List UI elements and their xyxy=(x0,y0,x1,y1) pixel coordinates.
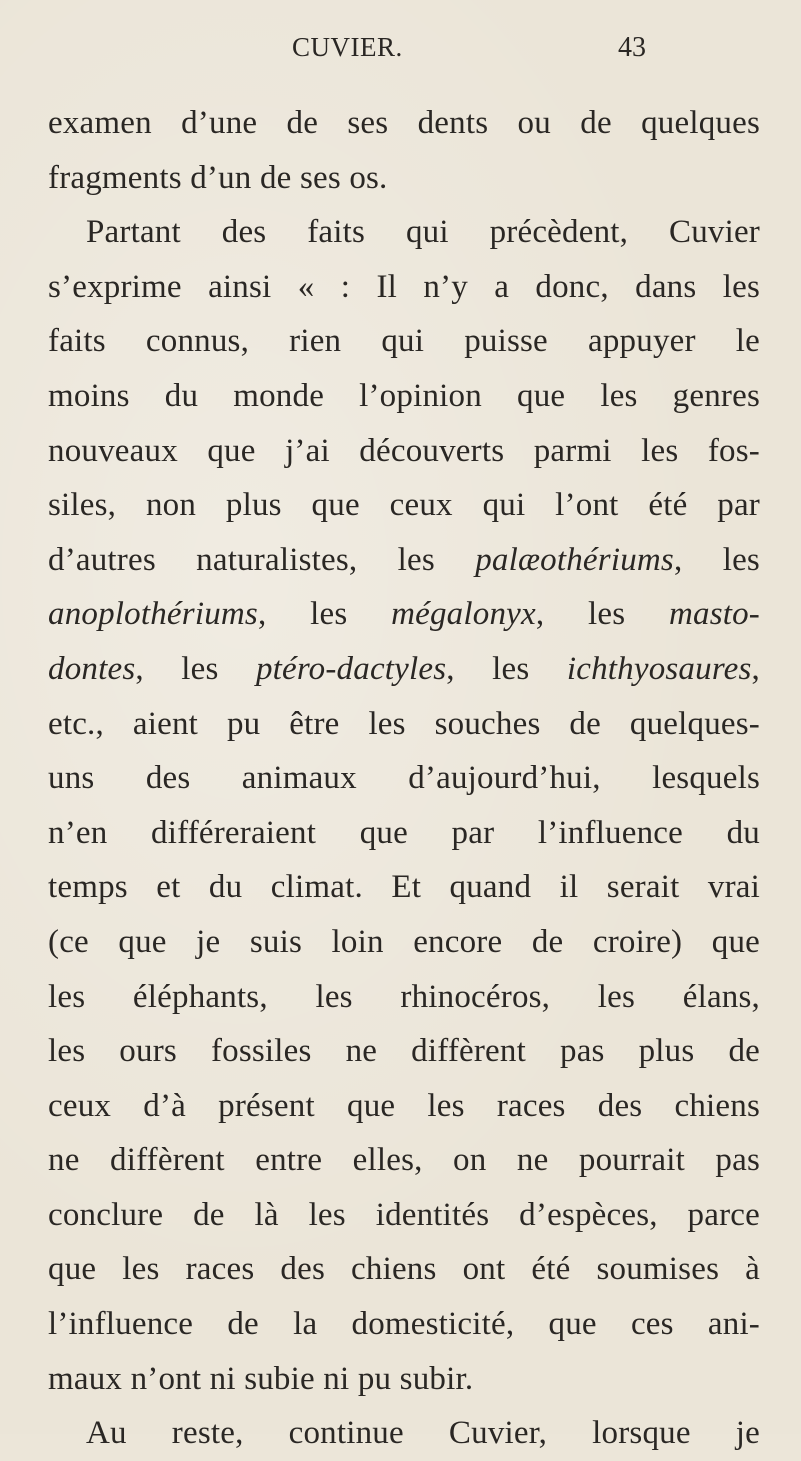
text-line: fragments d’un de ses os. xyxy=(48,159,388,196)
text-line: l’influence de la domesticité, que ces ani- xyxy=(48,1306,760,1343)
text-line: temps et du climat. Et quand il serait vrai xyxy=(48,869,760,906)
text-line: moins du monde l’opinion que les genres xyxy=(48,377,760,414)
text-line: examen d’une de ses dents ou de quelques xyxy=(48,105,760,141)
italic-term: dontes xyxy=(48,650,136,687)
text-line: uns des animaux d’aujourd’hui, lesquels xyxy=(48,760,760,797)
italic-term: ichthyosaures xyxy=(566,650,752,687)
text-line: ceux d’à présent que les races des chiens xyxy=(48,1087,760,1124)
text-line: ne diffèrent entre elles, on ne pourrait pas xyxy=(48,1142,760,1179)
text-line: etc., aient pu être les souches de quelques- xyxy=(48,705,760,742)
text-line: les ours fossiles ne diffèrent pas plus de xyxy=(48,1033,760,1070)
italic-term: anoplothériums xyxy=(48,596,258,633)
text-line: conclure de là les identités d’espèces, parce xyxy=(48,1196,760,1233)
italic-term: masto- xyxy=(668,596,761,633)
body-text xyxy=(48,96,760,1461)
italic-term: mégalonyx xyxy=(391,596,536,633)
text-line: anoplothériums, les mégalonyx, les masto- xyxy=(48,596,761,633)
text-line: les éléphants, les rhinocéros, les élans, xyxy=(48,978,760,1015)
text-line: Au reste, continue Cuvier, lorsque je xyxy=(86,1415,760,1452)
text-line: n’en différeraient que par l’influence du xyxy=(48,814,760,851)
text-line: maux n’ont ni subie ni pu subir. xyxy=(48,1360,474,1397)
text-line: d’autres naturalistes, les palæothériums, les xyxy=(48,541,760,578)
italic-term: ptéro-dactyles xyxy=(255,650,447,687)
text-line: que les races des chiens ont été soumises à xyxy=(48,1251,760,1288)
text-line: siles, non plus que ceux qui l’ont été par xyxy=(48,487,760,524)
running-title: CUVIER. xyxy=(292,32,403,62)
text-line: nouveaux que j’ai découverts parmi les fos- xyxy=(48,432,760,469)
text-line: dontes, les ptéro-dactyles, les ichthyosaures, xyxy=(48,650,760,687)
italic-term: palæothériums xyxy=(475,541,674,578)
text-line: Partant des faits qui précèdent, Cuvier xyxy=(86,214,760,251)
running-head xyxy=(0,32,801,72)
page-number: 43 xyxy=(618,32,646,63)
text-line: (ce que je suis loin encore de croire) que xyxy=(48,923,760,960)
text-line: faits connus, rien qui puisse appuyer le xyxy=(48,323,760,360)
text-line: s’exprime ainsi « : Il n’y a donc, dans les xyxy=(48,268,760,305)
